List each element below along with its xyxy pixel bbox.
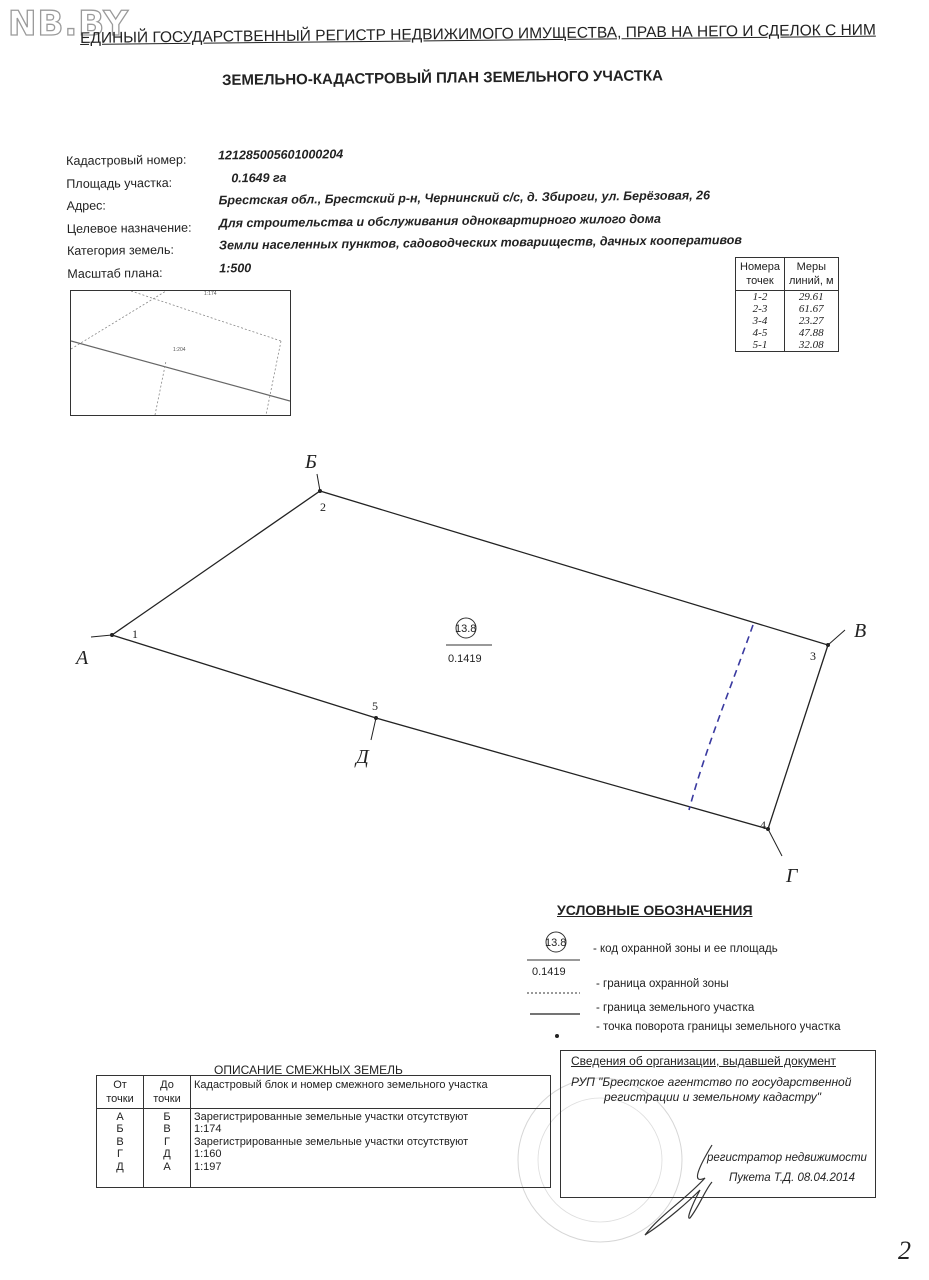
header-line: До [160, 1079, 174, 1091]
info-value: 1:500 [219, 260, 252, 275]
adjacent-lands-title: ОПИСАНИЕ СМЕЖНЫХ ЗЕМЕЛЬ [214, 1063, 403, 1077]
tick-a [91, 635, 112, 637]
legend-text-point: - точка поворота границы земельного участка [596, 1021, 841, 1033]
cell-to: Г [144, 1136, 191, 1148]
cell-length: 61.67 [784, 303, 838, 315]
line-lengths-table [735, 257, 839, 352]
cell-points: 1-2 [736, 291, 785, 304]
registry-title: ЕДИНЫЙ ГОСУДАРСТВЕННЫЙ РЕГИСТР НЕДВИЖИМОГО ИМУЩЕСТВА, ПРАВ НА НЕГО И СДЕЛОК С НИМ [80, 21, 876, 47]
turn-point-1 [110, 633, 114, 637]
letter-b: Б [305, 451, 317, 473]
cell-to: Б [144, 1109, 191, 1124]
legend-text-parcel: - граница земельного участка [596, 1002, 755, 1014]
info-label: Адрес: [66, 198, 106, 213]
cell-from: А [97, 1109, 144, 1124]
cell-length: 29.61 [784, 291, 838, 304]
letter-d: Г [786, 865, 798, 887]
info-label: Категория земель: [66, 242, 175, 258]
cell-description: Зарегистрированные земельные участки отсутствуют [191, 1109, 551, 1124]
parcel-boundary [112, 491, 828, 829]
column-header-from [97, 1076, 144, 1109]
table-row [736, 291, 839, 304]
table-row [736, 339, 839, 352]
column-header-description: Кадастровый блок и номер смежного земельного участка [191, 1076, 551, 1109]
header-line: Номера [740, 261, 780, 273]
info-label: Площадь участка: [66, 175, 173, 191]
column-header-length [784, 258, 838, 291]
cell-description: 1:174 [191, 1123, 551, 1135]
point-number-1: 1 [132, 627, 138, 641]
table-row [97, 1161, 551, 1188]
overview-map-drawing [71, 291, 290, 415]
info-label: Кадастровый номер: [66, 152, 187, 168]
overview-map [70, 290, 291, 416]
issuing-organization-box [560, 1050, 876, 1198]
legend-code: 13.8 [545, 937, 567, 949]
table-row [736, 315, 839, 327]
table-row [97, 1123, 551, 1135]
header-line: Меры [796, 261, 826, 273]
legend-code-circle [546, 932, 566, 952]
zone-code-circle [456, 618, 476, 638]
cell-from: Б [97, 1123, 144, 1135]
turn-point-5 [374, 716, 378, 720]
cell-from: В [97, 1136, 144, 1148]
registrar-name-date: Пукета Т.Д. 08.04.2014 [729, 1172, 856, 1184]
cell-points: 5-1 [736, 339, 785, 352]
info-value: 121285005601000204 [217, 147, 344, 163]
zone-boundary [689, 625, 753, 810]
page-number: 2 [898, 1236, 911, 1265]
info-label: Масштаб плана: [67, 265, 163, 281]
registrar-title: регистратор недвижимости [707, 1152, 867, 1164]
organization-name-line: регистрации и земельному кадастру" [604, 1090, 822, 1104]
cell-length: 23.27 [784, 315, 838, 327]
column-header-to [144, 1076, 191, 1109]
turn-point-2 [318, 489, 322, 493]
organization-name [571, 1075, 871, 1105]
info-value: Брестская обл., Брестский р-н, Чернинский с/с, д. Збироги, ул. Берёзовая, 26 [218, 188, 711, 208]
legend-text-zone: - граница охранной зоны [596, 978, 729, 990]
point-number-2: 2 [320, 500, 326, 514]
organization-title: Сведения об организации, выдавшей документ [571, 1054, 836, 1068]
overview-label-top: 1:174 [204, 291, 217, 297]
header-line: От [113, 1079, 127, 1091]
zone-area: 0.1419 [448, 653, 482, 665]
point-number-3: 3 [810, 649, 816, 663]
legend-point-dot [555, 1034, 559, 1038]
cell-length: 32.08 [784, 339, 838, 352]
legend-title: УСЛОВНЫЕ ОБОЗНАЧЕНИЯ [557, 902, 753, 918]
cell-to: В [144, 1123, 191, 1135]
tick-b [317, 474, 320, 491]
cell-to: А [144, 1161, 191, 1188]
cell-from: Д [97, 1161, 144, 1188]
table-row [736, 327, 839, 339]
turn-point-3 [826, 643, 830, 647]
point-number-4: 4 [760, 818, 766, 832]
table-row [736, 303, 839, 315]
point-number-5: 5 [372, 699, 378, 713]
header-line: линий, м [788, 275, 834, 287]
header-line: точек [746, 275, 774, 287]
adjacent-lands-table [96, 1075, 551, 1188]
letter-c: В [854, 620, 867, 642]
zone-code: 13.8 [455, 623, 477, 635]
page-title: ЗЕМЕЛЬНО-КАДАСТРОВЫЙ ПЛАН ЗЕМЕЛЬНОГО УЧАСТКА [222, 67, 664, 89]
tick-d [768, 829, 782, 856]
info-value: Для строительства и обслуживания одноквартирного жилого дома [218, 211, 661, 230]
tick-e [371, 718, 376, 740]
overview-label-center: 1:204 [173, 347, 186, 353]
tick-c [828, 630, 845, 645]
turn-point-4 [766, 827, 770, 831]
legend-area: 0.1419 [532, 966, 566, 978]
info-value: Земли населенных пунктов, садоводческих товариществ, дачных кооперативов [218, 232, 742, 253]
info-value: 0.1649 га [231, 170, 287, 185]
watermark-logo: NB.BY [8, 4, 129, 44]
cell-points: 2-3 [736, 303, 785, 315]
cell-points: 4-5 [736, 327, 785, 339]
cell-points: 3-4 [736, 315, 785, 327]
cell-to: Д [144, 1148, 191, 1160]
letter-e: Д [356, 746, 369, 768]
cell-description: 1:197 [191, 1161, 551, 1188]
table-row [97, 1109, 551, 1124]
legend-text-code: - код охранной зоны и ее площадь [593, 943, 778, 955]
header-line: точки [153, 1093, 181, 1105]
table-row [97, 1148, 551, 1160]
column-header-points [736, 258, 785, 291]
table-row [97, 1136, 551, 1148]
organization-name-line: РУП "Брестское агентство по государственной [571, 1075, 852, 1089]
cell-length: 47.88 [784, 327, 838, 339]
cell-description: 1:160 [191, 1148, 551, 1160]
parcel-info [66, 143, 767, 285]
cell-description: Зарегистрированные земельные участки отсутствуют [191, 1136, 551, 1148]
info-label: Целевое назначение: [66, 220, 192, 236]
cell-from: Г [97, 1148, 144, 1160]
header-line: точки [106, 1093, 134, 1105]
letter-a: А [76, 647, 89, 669]
